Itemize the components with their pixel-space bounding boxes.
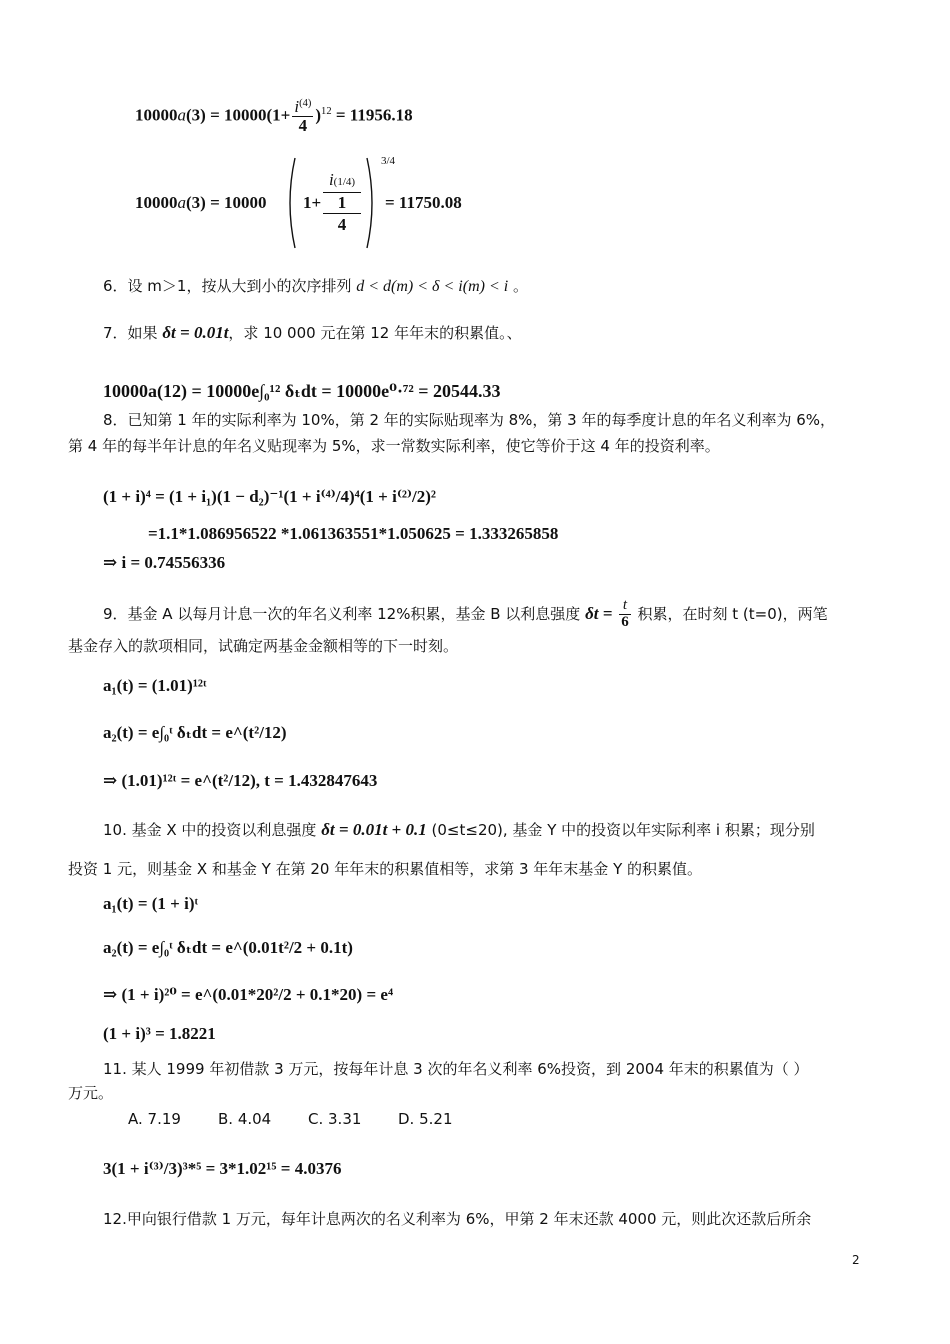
choice-c[interactable]: C. 3.31 xyxy=(308,1110,362,1128)
equation-q9-line2: a₂(t) = e∫₀ᵗ δₜdt = e^(t²/12) xyxy=(103,723,287,742)
equation-q10-line3: ⇒ (1 + i)²⁰ = e^(0.01*20²/2 + 0.1*20) = e⁴ xyxy=(103,985,394,1004)
q9-delta: δt = xyxy=(585,603,613,623)
q9-fnum: t xyxy=(619,598,631,615)
q10-line1a: 10. 基金 X 中的投资以利息强度 xyxy=(103,821,317,839)
page-number: 2 xyxy=(852,1253,860,1267)
question-6 xyxy=(103,276,528,297)
eq2-a: a xyxy=(177,193,186,212)
question-12-line1: 12.甲向银行借款 1 万元，每年计息两次的名义利率为 6%，甲第 2 年末还款 4000 元，则此次还款后所余 xyxy=(103,1210,812,1228)
question-10-line1 xyxy=(103,820,815,840)
q7-label: 7．如果 xyxy=(103,324,158,342)
eq2-arg: (3) = 10000 xyxy=(186,193,267,212)
eq1-fraction xyxy=(292,98,313,135)
q7-rest: ，求 10 000 元在第 12 年年末的积累值。、 xyxy=(228,324,522,342)
q10-line1b: (0≤t≤20), 基金 Y 中的投资以年实际利率 i 积累；现分别 xyxy=(431,821,815,839)
eq1-num: i xyxy=(294,97,300,116)
equation-q11: 3(1 + i⁽³⁾/3)³*⁵ = 3*1.02¹⁵ = 4.0376 xyxy=(103,1159,342,1178)
eq1-left: 10000 xyxy=(135,105,178,125)
question-11-line2: 万元。 xyxy=(68,1084,114,1102)
equation-q10-line4: (1 + i)³ = 1.8221 xyxy=(103,1024,216,1043)
eq2-left-paren xyxy=(283,156,299,250)
equation-q9-line3: ⇒ (1.01)¹²ᵗ = e^(t²/12), t = 1.432847643 xyxy=(103,771,378,790)
q6-inequality: d < d(m) < δ < i(m) < i xyxy=(356,278,509,295)
eq1-exp: 12 xyxy=(321,106,332,118)
eq2-sup: (1/4) xyxy=(333,176,356,188)
question-8-line1: 8．已知第 1 年的实际利率为 10%，第 2 年的实际贴现率为 8%，第 3 年的每季度计息的年名义利率为 6%， xyxy=(103,411,836,429)
q6-end: 。 xyxy=(512,277,528,295)
equation-q10-line1: a₁(t) = (1 + i)ᵗ xyxy=(103,894,199,913)
eq2-fraction xyxy=(323,170,361,236)
eq2-left-block xyxy=(135,192,267,214)
q9-line1a: 9．基金 A 以每月计息一次的年名义利率 12%积累，基金 B 以利息强度 xyxy=(103,604,581,623)
eq1-sup: (4) xyxy=(299,98,312,110)
eq2-left: 10000 xyxy=(135,193,178,212)
q9-fden: 6 xyxy=(621,613,629,630)
eq1-right: = 11956.18 xyxy=(335,105,413,125)
eq2-den2: 4 xyxy=(337,215,347,234)
question-9-line2: 基金存入的款项相同，试确定两基金金额相等的下一时刻。 xyxy=(68,637,459,655)
choice-d[interactable]: D. 5.21 xyxy=(398,1110,453,1128)
eq7-text: 10000a(12) = 10000e∫₀¹² δₜdt = 10000e⁰·⁷² = 20544.33 xyxy=(103,381,501,401)
equation-q8-line3: ⇒ i = 0.74556336 xyxy=(103,553,226,572)
q9-fraction xyxy=(619,598,631,631)
q7-delta: δt = 0.01t xyxy=(162,323,229,342)
eq1-a: a xyxy=(177,105,186,125)
eq2-right: = 11750.08 xyxy=(385,193,462,212)
question-8-line2: 第 4 年的每半年计息的年名义贴现率为 5%，求一常数实际利率，使它等价于这 4 年的投资利率。 xyxy=(68,437,720,455)
q9-line1b: 积累，在时刻 t (t=0)，两笔 xyxy=(637,604,828,623)
eq2-right-paren xyxy=(363,156,379,250)
equation-accumulation-quarterly: 10000a(3) = 10000(1+ $\frac{i^{(4)}}{4}$ )$^{12}$ = 11956.18 xyxy=(135,97,413,135)
equation-q9-line1: a₁(t) = (1.01)¹²ᵗ xyxy=(103,676,207,695)
eq2-exp: 3/4 xyxy=(381,155,396,167)
eq2-i: i xyxy=(328,170,334,189)
question-11-choices xyxy=(128,1109,488,1129)
question-7 xyxy=(103,323,522,343)
eq1-arg: (3) = 10000(1+ xyxy=(186,105,291,125)
q10-delta: δt = 0.01t + 0.1 xyxy=(321,820,427,839)
eq2-one: 1+ xyxy=(303,193,322,212)
equation-q8-line2: =1.1*1.086956522 *1.061363551*1.050625 = 1.333265858 xyxy=(148,524,559,543)
question-11-line1: 11. 某人 1999 年初借款 3 万元，按每年计息 3 次的年名义利率 6%投资，到 2004 年末的积累值为（ ） xyxy=(103,1060,809,1078)
choice-a[interactable]: A. 7.19 xyxy=(128,1110,181,1128)
equation-q7 xyxy=(103,380,501,402)
equation-q8-line1: (1 + i)⁴ = (1 + i₁)(1 − d₂)⁻¹(1 + i⁽⁴⁾/4)⁴(1 + i⁽²⁾/2)² xyxy=(103,487,437,506)
eq2-den: 1 xyxy=(323,193,361,214)
equation-q10-line2: a₂(t) = e∫₀ᵗ δₜdt = e^(0.01t²/2 + 0.1t) xyxy=(103,938,353,957)
q6-label: 6．设 m＞1，按从大到小的次序排列 xyxy=(103,277,352,295)
question-10-line2: 投资 1 元，则基金 X 和基金 Y 在第 20 年年末的积累值相等，求第 3 年年末基金 Y 的积累值。 xyxy=(68,860,702,878)
choice-b[interactable]: B. 4.04 xyxy=(218,1110,272,1128)
question-9-line1 xyxy=(103,598,828,631)
eq1-den: 4 xyxy=(298,115,308,135)
